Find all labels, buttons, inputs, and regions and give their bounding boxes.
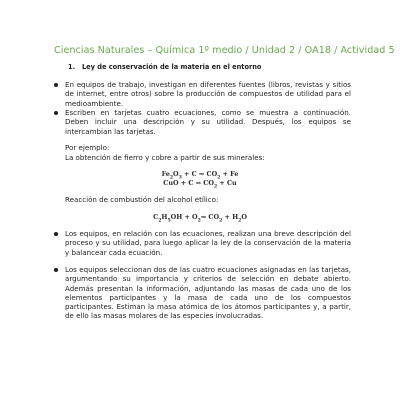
bullet-text: Los equipos seleccionan dos de las cuatro ecuaciones asignadas en las tarjetas, argumentando su importancia y criterios de selección en debate abierto. Además presentan la información, adjuntando las masas de cada uno de los elementos participantes y la masa de cada uno de los compuestos participantes. Estiman la masa atómica de los átomos participantes y, a partir, de ello las masas molares de las especies involucradas. [65,265,351,321]
bullet-text: Escriben en tarjetas cuatro ecuaciones, como se muestra a continuación. Deben incluir una descripción y su utilidad. Después, los equipos se intercambian las tarjetas. [65,108,351,136]
equation-combustion: $C_2H_5OH$ + $O_2\Rightarrow$ $CO_2 + H_2O$ [153,213,247,224]
example-intro: La obtención de fierro y cobre a partir de sus minerales: [65,153,265,162]
bullet-item-debate [54,265,351,321]
combustion-intro: Reacción de combustión del alcohol etílico: [65,195,219,204]
page-header: Ciencias Naturales – Química 1º medio / Unidad 2 / OA18 / Actividad 5 [54,45,395,56]
section-title-text: Ley de conservación de la materia en el entorno [81,63,262,71]
bullet-text: Los equipos, en relación con las ecuaciones, realizan una breve descripción del proceso y su utilidad, para luego aplicar la ley de la conservación de la materia y balancear cada ecuación. [65,229,351,257]
bullet-icon [54,232,58,236]
bullet-item-cards [54,108,351,136]
bullet-icon [54,111,58,115]
equation-iron: $Fe_2O_3 + C$ ⇒ $CO_2 + Fe$ [161,170,239,181]
equation-copper: CuO + C ⇒ $CO_2 + Cu$ [163,179,237,190]
bullet-icon [54,83,58,87]
section-number: 1. [68,63,76,71]
bullet-item-balance [54,229,351,257]
bullet-item-research [54,80,351,108]
bullet-text: En equipos de trabajo, investigan en diferentes fuentes (libros, revistas y sitios de internet, entre otros) sobre la producción de compuestos de utilidad para el medioambiente. [65,80,351,108]
example-label: Por ejemplo: [65,143,110,152]
section-title [68,63,261,71]
bullet-icon [54,268,58,272]
